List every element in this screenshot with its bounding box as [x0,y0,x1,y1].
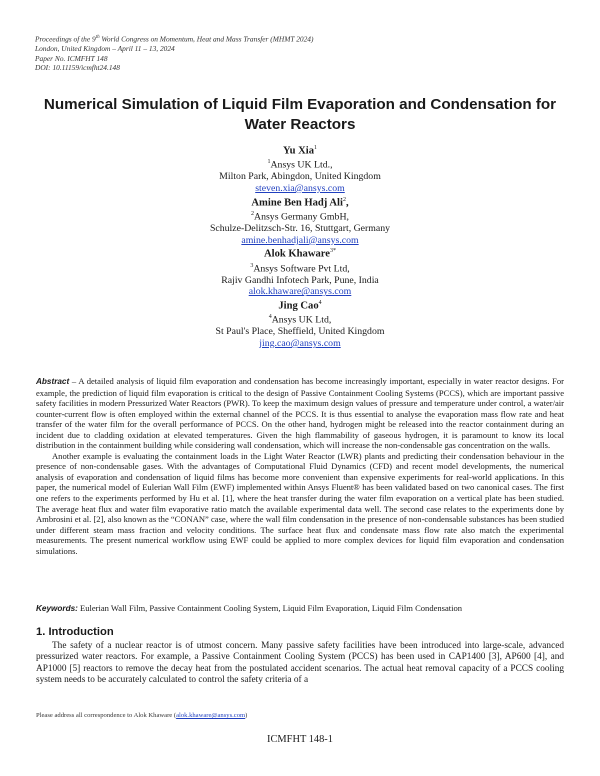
proceedings-header [35,33,455,73]
author-email-link[interactable]: amine.benhadjali@ansys.com [241,234,359,246]
section-heading-introduction: 1. Introduction [36,626,114,638]
keywords-label: Keywords: [36,604,78,613]
affiliation: Ansys Germany GmbH, [254,211,349,223]
author-name: Yu Xia [282,145,315,157]
introduction-text: The safety of a nuclear reactor is of utmost concern. Many passive safety facilities have been introduced into large-scale, advanced pressurized water reactors. For example, a Passive Containment Cooling System (PCCS) has been used in CAP1400 [3], AP600 [4], and AP1000 [5] reactors to remove the decay heat from the postulated accident scenarios. The actual heat removal capacity of a PCCS cooling system needs to be accurately calculated to control the safety criteria of a [36,641,564,685]
author-email-link[interactable]: steven.xia@ansys.com [255,182,345,194]
doi: DOI: 10.11159/icmfht24.148 [35,63,120,73]
correspondence-email-link[interactable]: alok.khaware@ansys.com [176,712,246,719]
abstract [36,376,564,556]
author-name: Amine Ben Hadj Ali [251,196,343,208]
proceedings-line-2: London, United Kingdom – April 11 – 13, 2024 [35,44,175,54]
address: Schulze-Delitzsch-Str. 16, Stuttgart, Germany [209,222,391,234]
correspondence-footnote: Please address all correspondence to Alok Khaware (alok.khaware@ansys.com) [36,712,248,719]
paper-title: Numerical Simulation of Liquid Film Evaporation and Condensation for Water Reactors [43,96,557,133]
affiliation: Ansys UK Ltd, [271,314,332,326]
author-block [0,143,600,350]
author-2: Amine Ben Hadj Ali$^2$, $^2$Ansys Germany GmbH, Schulze-Delitzsch-Str. 16, Stuttgart, Germany amine.benhadjali@ansys.com [0,195,600,247]
address: Rajiv Gandhi Infotech Park, Pune, India [221,274,379,286]
proceedings-line-1: Proceedings of the 9th World Congress on Momentum, Heat and Mass Transfer (MHMT 2024) [35,34,314,44]
author-email-link[interactable]: alok.khaware@ansys.com [248,286,352,298]
author-4: Jing Cao$^4$ $^4$Ansys UK Ltd, St Paul's Place, Sheffield, United Kingdom jing.cao@ansys.com [0,298,600,350]
page-number: ICMFHT 148-1 [267,734,333,745]
author-name: Jing Cao [278,300,319,312]
abstract-label: Abstract [36,377,70,386]
affiliation: Ansys Software Pvt Ltd, [253,262,350,274]
paper-number: Paper No. ICMFHT 148 [35,53,108,63]
abstract-paragraph-1: Abstract – A detailed analysis of liquid film evaporation and condensation has become increasingly important, especially in water reactor designs. For example, the prediction of liquid film evaporation is critical to the design of Passive Containment Cooling Systems (PCCS), which are important passive safety facilities in modern Pressurized Water Reactors (PWR). To keep the maximum design values of pressure and temperature under control, a water/air counter-current flow is often employed within the external channel of the PCCS. It is thus essential to analyse the evaporation mass flow rate and heat transfer of the water film for the overall performance of PCCS. On the other hand, hydrogen might be released into the reactor containment during an incident due to cladding oxidation at elevated temperatures. Given the high flammability of gaseous hydrogen, it is paramount to know its local distribution in the containment building while considering wall condensation, which will increase the non-condensable gas concentration on the walls. [36,376,564,451]
author-1: Yu Xia$^1$ $^1$Ansys UK Ltd., Milton Park, Abingdon, United Kingdom steven.xia@ansys.com [0,143,600,195]
abstract-paragraph-2: Another example is evaluating the containment loads in the Light Water Reactor (LWR) plants and predicting their condensation behaviour in the presence of non-condensable gases. With the advantages of Computational Fluid Dynamics (CFD) and recent model developments, the numerical analysis of evaporation and condensation of liquid films has become more convenient than expensive experiments for real-world applications. In this paper, the numerical model of Eulerian Wall Film (EWF) implemented within Ansys Fluent® has been validated based on two canonical cases. The first one refers to the experiments performed by Hu et al. [1], where the heat transfer during the water film evaporation on a vertical plate has been studied. The average heat flux and water film evaporative ratio match the available experimental data well. The second case relates to the experiments done by Ambrosini et al. [2], also known as the “CONAN” case, where the wall film condensation in the presence of non-condensable substances has been studied under different steam mass fraction and velocity conditions. The surface heat flux and condensate mass flow rate also match the experimental measurements. The present numerical workflow using EWF could be applied to more complex devices for liquid film evaporation and condensation simulations. [36,450,564,556]
author-3: Alok Khaware$^{3*}$ $^3$Ansys Software Pvt Ltd, Rajiv Gandhi Infotech Park, Pune, India alok.khaware@ansys.com [0,246,600,298]
address: St Paul's Place, Sheffield, United Kingdom [215,326,385,338]
keywords: Keywords: Eulerian Wall Film, Passive Containment Cooling System, Liquid Film Evaporation, Liquid Film Condensation [36,603,463,613]
author-name: Alok Khaware [263,248,331,260]
affiliation: Ansys UK Ltd., [270,159,333,171]
address: Milton Park, Abingdon, United Kingdom [219,171,381,183]
author-email-link[interactable]: jing.cao@ansys.com [259,338,341,350]
